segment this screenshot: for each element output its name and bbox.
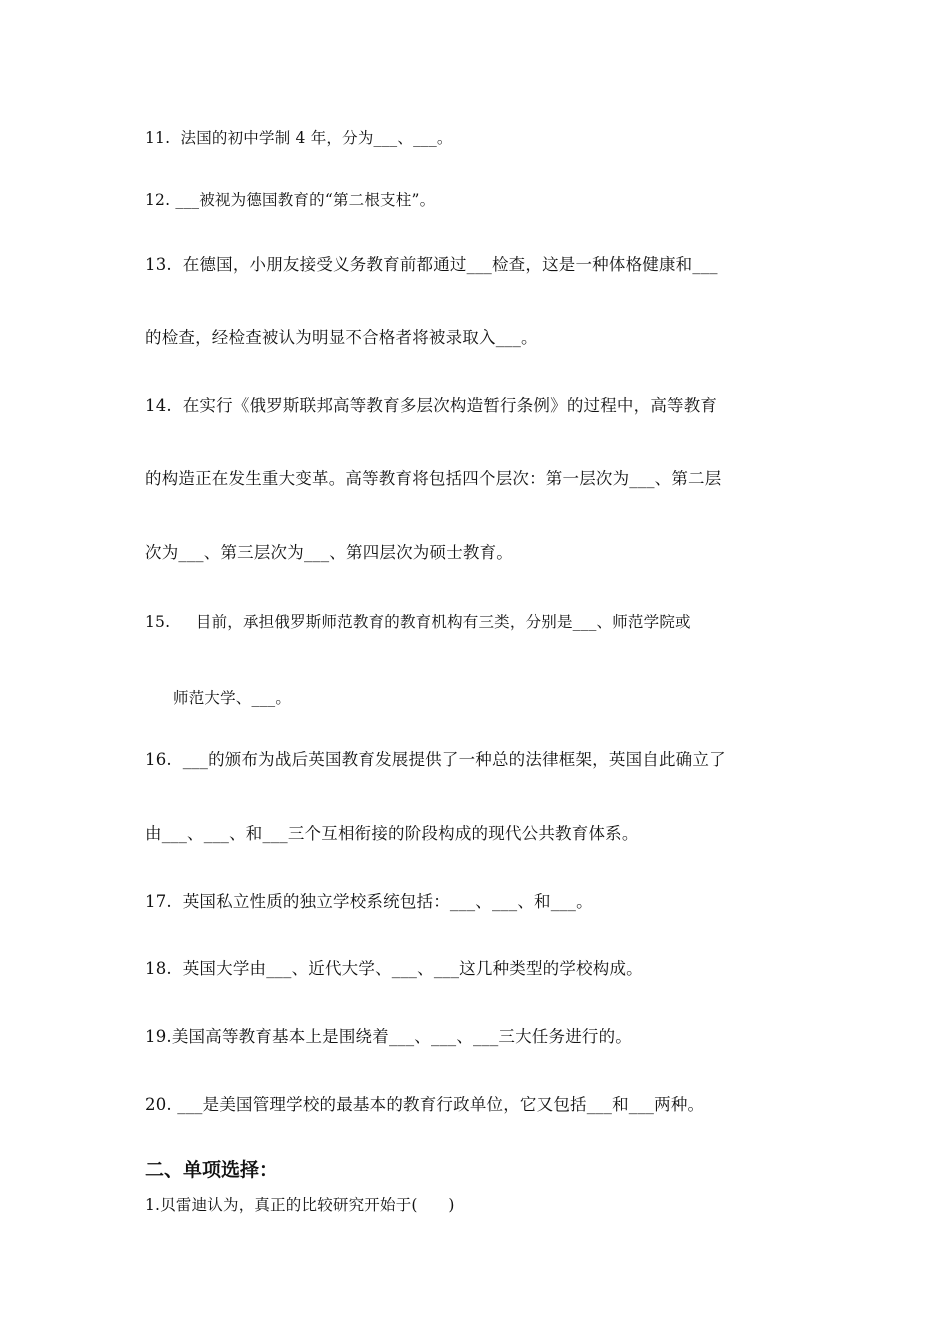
question-13-line-2: 的检查，经检查被认为明显不合格者将被录取入___。 <box>145 328 538 347</box>
question-15-line-2: 师范大学、___。 <box>173 689 292 707</box>
question-19: 19.美国高等教育基本上是围绕着___、___、___三大任务进行的。 <box>145 1027 632 1046</box>
question-13-line-1: 13. 在德国，小朋友接受义务教育前都通过___检查，这是一种体格健康和___ <box>145 255 718 274</box>
section-2-question-1: 1.贝雷迪认为，真正的比较研究开始于( ) <box>145 1196 455 1214</box>
question-18: 18. 英国大学由___、近代大学、___、___这几种类型的学校构成。 <box>145 959 643 978</box>
question-20: 20. ___是美国管理学校的最基本的教育行政单位，它又包括___和___两种。 <box>145 1095 705 1114</box>
question-11: 11. 法国的初中学制 4 年，分为___、___。 <box>145 129 453 147</box>
question-12: 12. ___被视为德国教育的“第二根支柱”。 <box>145 191 436 209</box>
question-16-line-2: 由___、___、和___三个互相衔接的阶段构成的现代公共教育体系。 <box>145 824 639 843</box>
section-2-heading: 二、单项选择： <box>145 1159 279 1181</box>
question-14-line-1: 14. 在实行《俄罗斯联邦高等教育多层次构造暂行条例》的过程中，高等教育 <box>145 396 718 415</box>
question-14-line-3: 次为___、第三层次为___、第四层次为硕士教育。 <box>145 543 513 562</box>
question-17: 17. 英国私立性质的独立学校系统包括：___、___、和___。 <box>145 892 593 911</box>
question-15-line-1: 15. 目前，承担俄罗斯师范教育的教育机构有三类，分别是___、师范学院或 <box>145 613 691 631</box>
question-16-line-1: 16. ___的颁布为战后英国教育发展提供了一种总的法律框架，英国自此确立了 <box>145 750 726 769</box>
question-14-line-2: 的构造正在发生重大变革。高等教育将包括四个层次：第一层次为___、第二层 <box>145 469 722 488</box>
